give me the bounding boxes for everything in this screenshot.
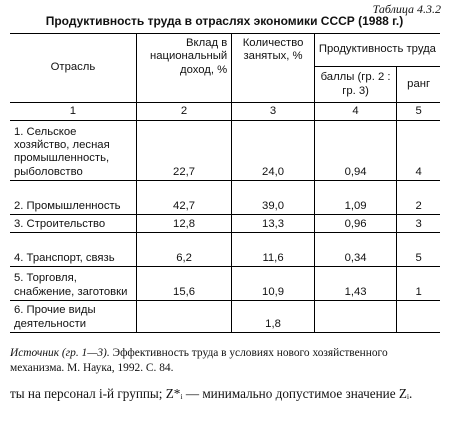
header-employed: Количество занятых, % (232, 34, 315, 103)
source-text: Эффективность труда в условиях нового хозяйственного механизма. М. Наука, 1992. С. 84. (10, 347, 388, 374)
employed-value: 39,0 (232, 181, 315, 215)
header-branch: Отрасль (10, 34, 136, 103)
source-note (10, 346, 442, 376)
branch-name: 3. Строительство (14, 217, 106, 230)
contribution-value (136, 301, 231, 333)
contribution-value: 6,2 (136, 233, 231, 267)
employed-value: 1,8 (232, 301, 315, 333)
table-row (10, 301, 440, 333)
branch-name: 5. Торговля, снабжение, заготовки (14, 272, 128, 298)
header-score: баллы (гр. 2 : гр. 3) (314, 67, 396, 103)
contribution-value: 22,7 (136, 121, 231, 181)
contribution-value: 15,6 (136, 267, 231, 301)
col-number: 4 (314, 103, 396, 121)
rank-value: 3 (397, 215, 440, 233)
header-productivity: Продуктивность труда (314, 34, 440, 67)
table-caption: Таблица 4.3.2 (372, 2, 441, 16)
rank-value (397, 301, 440, 333)
body-paragraph: ты на персонал i-й группы; Z*ᵢ — минимально допустимое значение Zᵢ. (10, 386, 413, 401)
header-contribution: Вклад в национальный доход, % (136, 34, 231, 103)
productivity-table (10, 33, 440, 333)
rank-value: 4 (397, 121, 440, 181)
table-row (10, 181, 440, 215)
rank-value: 1 (397, 267, 440, 301)
employed-value: 24,0 (232, 121, 315, 181)
contribution-value: 42,7 (136, 181, 231, 215)
table-row (10, 267, 440, 301)
header-rank: ранг (397, 67, 440, 103)
score-value: 0,34 (314, 233, 396, 267)
branch-name: 4. Транспорт, связь (14, 251, 115, 264)
score-value: 0,96 (314, 215, 396, 233)
score-value (314, 301, 396, 333)
col-number: 5 (397, 103, 440, 121)
contribution-value: 12,8 (136, 215, 231, 233)
col-number: 3 (232, 103, 315, 121)
table-row (10, 233, 440, 267)
table-row (10, 121, 440, 181)
employed-value: 13,3 (232, 215, 315, 233)
employed-value: 11,6 (232, 233, 315, 267)
branch-name: 2. Промышленность (14, 199, 121, 212)
score-value: 1,43 (314, 267, 396, 301)
rank-value: 5 (397, 233, 440, 267)
employed-value: 10,9 (232, 267, 315, 301)
score-value: 0,94 (314, 121, 396, 181)
source-cols: (гр. 1—3). (61, 347, 110, 359)
branch-name: 6. Прочие виды деятельности (14, 304, 96, 330)
source-label: Источник (10, 347, 60, 359)
branch-name: 1. Сельское хозяйство, лесная промышленность, рыболовство (14, 125, 110, 178)
score-value: 1,09 (314, 181, 396, 215)
rank-value: 2 (397, 181, 440, 215)
table-title: Продуктивность труда в отраслях экономики СССР (1988 г.) (45, 14, 404, 28)
col-number: 1 (69, 104, 77, 117)
col-number: 2 (136, 103, 231, 121)
table-row (10, 215, 440, 233)
